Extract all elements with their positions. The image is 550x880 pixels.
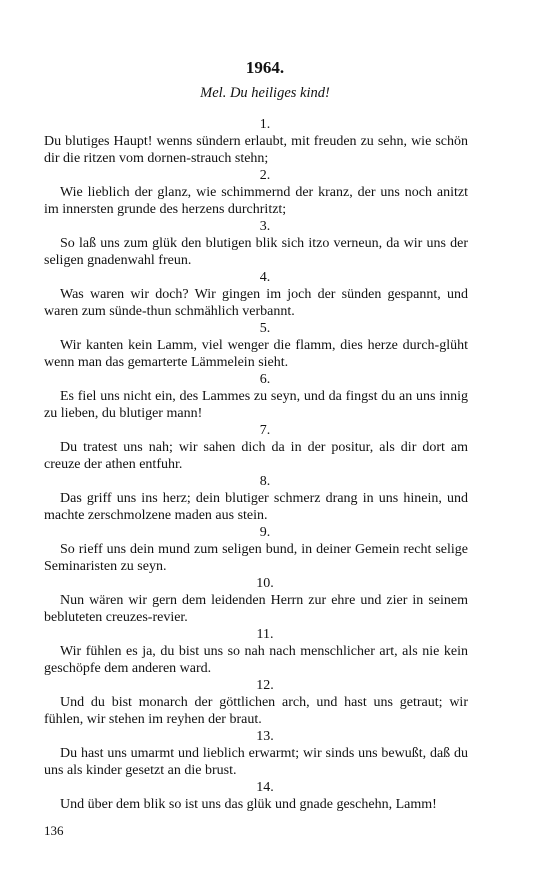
verse	[44, 677, 468, 728]
verse-text: Du tratest uns nah; wir sahen dich da in der positur, als dir dort am creuze der athen entfuhr.	[44, 440, 468, 472]
verse-text: Und über dem blik so ist uns das glük und gnade geschehn, Lamm!	[60, 797, 437, 812]
verse-text: Und du bist monarch der göttlichen arch, und hast uns getraut; wir fühlen, wir stehen im reyhen der braut.	[44, 695, 468, 727]
verse-text: Wir kanten kein Lamm, viel wenger die flamm, dies herze durch-glüht wenn man das gemarterte Lämmelein sieht.	[44, 338, 468, 370]
verse	[44, 371, 468, 422]
verse-number: 8.	[259, 474, 271, 489]
verse	[44, 473, 468, 524]
verse-number: 12.	[256, 678, 274, 693]
verse	[44, 779, 468, 813]
verse-text: Du blutiges Haupt! wenns sündern erlaubt, mit freuden zu sehn, wie schön dir die ritzen vom dornen-strauch stehn;	[44, 134, 468, 166]
verse	[44, 320, 468, 371]
verse-text: Was waren wir doch? Wir gingen im joch der sünden gespannt, und waren zum sünde-thun schmählich verbannt.	[44, 287, 468, 319]
verse-number: 5.	[259, 321, 271, 336]
verse-text: Das griff uns ins herz; dein blutiger schmerz drang in uns hinein, und machte zerschmolzene maden aus stein.	[44, 491, 468, 523]
verse-number: 1.	[259, 117, 271, 132]
verse-text: Wie lieblich der glanz, wie schimmernd der kranz, der uns noch anitzt im innersten grunde des herzens durchritzt;	[44, 185, 468, 217]
verse	[44, 116, 468, 167]
verse-text: Nun wären wir gern dem leidenden Herrn zur ehre und zier in seinem bebluteten creuzes-revier.	[44, 593, 468, 625]
page-number: 136	[44, 823, 64, 838]
verse	[44, 524, 468, 575]
verse	[44, 575, 468, 626]
hymn-number: 1964.	[245, 58, 285, 77]
verse-number: 2.	[259, 168, 271, 183]
verse	[44, 728, 468, 779]
verse-number: 9.	[259, 525, 271, 540]
verse-number: 4.	[259, 270, 271, 285]
verse	[44, 167, 468, 218]
page-body	[44, 58, 468, 813]
verse-number: 13.	[256, 729, 274, 744]
verse	[44, 269, 468, 320]
verse	[44, 422, 468, 473]
verse	[44, 626, 468, 677]
verse-number: 14.	[256, 780, 274, 795]
verse	[44, 218, 468, 269]
verse-number: 6.	[259, 372, 271, 387]
verse-number: 10.	[256, 576, 274, 591]
verse-text: Du hast uns umarmt und lieblich erwarmt; wir sinds uns bewußt, daß du uns als kinder gesetzt an die brust.	[44, 746, 468, 778]
verse-text: So laß uns zum glük den blutigen blik sich itzo verneun, da wir uns der seligen gnadenwahl freun.	[44, 236, 468, 268]
verse-number: 7.	[259, 423, 271, 438]
verse-text: So rieff uns dein mund zum seligen bund, in deiner Gemein recht selige Seminaristen zu seyn.	[44, 542, 468, 574]
verse-number: 3.	[259, 219, 271, 234]
verse-text: Wir fühlen es ja, du bist uns so nah nach menschlicher art, als nie kein geschöpfe dem anderen ward.	[44, 644, 468, 676]
melody-line: Mel. Du heiliges kind!	[200, 85, 330, 101]
verse-text: Es fiel uns nicht ein, des Lammes zu seyn, und da fingst du an uns innig zu lieben, du blutiger mann!	[44, 389, 468, 421]
verse-number: 11.	[256, 627, 274, 642]
